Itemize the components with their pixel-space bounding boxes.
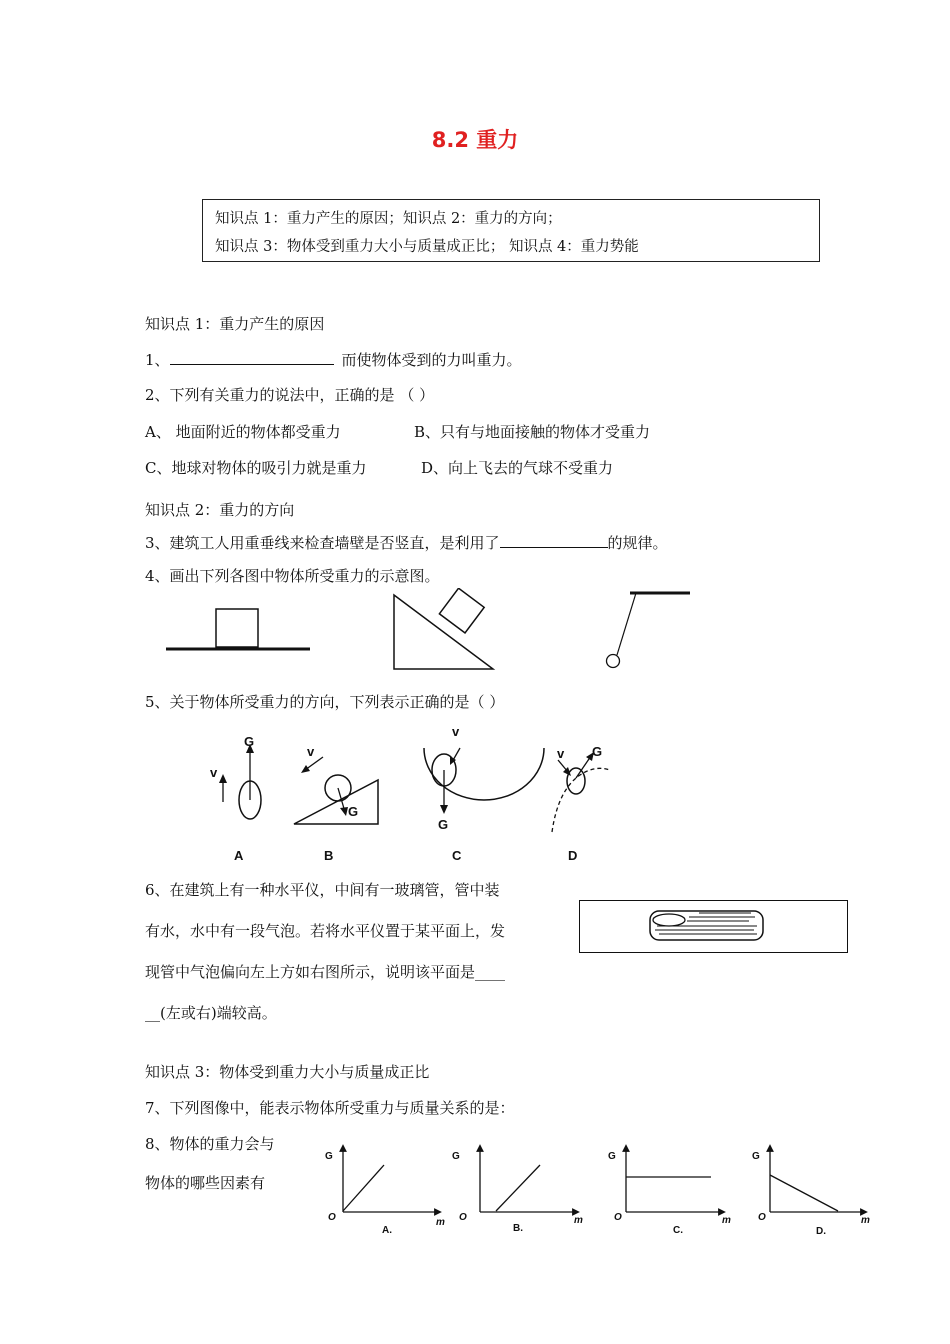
label-v-c: v (452, 724, 460, 739)
question-3-text: 3、建筑工人用重垂线来检查墙壁是否竖直，是利用了 (145, 534, 500, 552)
knowledge-line-2: 知识点 3：物体受到重力大小与质量成正比； 知识点 4：重力势能 (215, 239, 639, 255)
question-7: 7、下列图像中，能表示物体所受重力与质量关系的是： (145, 1099, 515, 1117)
section-1-heading: 知识点 1：重力产生的原因 (145, 315, 325, 333)
graph-a-x-label: m (436, 1217, 445, 1228)
option-a-label: A (234, 848, 244, 863)
knowledge-line-1: 知识点 1：重力产生的原因；知识点 2：重力的方向； (215, 211, 562, 227)
label-v-d: v (557, 746, 565, 761)
question-3-suffix: 的规律。 (607, 534, 668, 552)
graph-c-origin: O (614, 1212, 622, 1223)
graph-b-y-label: G (452, 1151, 460, 1162)
label-g-d: G (592, 744, 603, 759)
pendulum-figure (607, 593, 691, 668)
page-title: 8.2 重力 (431, 128, 519, 152)
graph-b-caption: B. (513, 1223, 523, 1234)
question-8-line-2: 物体的哪些因素有 (145, 1174, 266, 1192)
option-2d: D、向上飞去的气球不受重力 (421, 459, 614, 477)
question-6-line-2: 有水，水中有一段气泡。若将水平仪置于某平面上，发 (145, 922, 506, 940)
answer-blank-3[interactable] (500, 533, 608, 548)
question-6-line-3: 现管中气泡偏向左上方如右图所示，说明该平面是____ (145, 963, 506, 981)
question-5-figures (190, 720, 630, 870)
graph-b-origin: O (459, 1212, 467, 1223)
graph-d-x-label: m (861, 1215, 870, 1226)
graph-a (325, 1148, 445, 1236)
option-b-figure (294, 744, 378, 863)
label-g-a: G (244, 734, 255, 749)
graph-a-y-label: G (325, 1151, 333, 1162)
option-c-figure (424, 724, 544, 863)
label-g-b: G (348, 804, 359, 819)
graph-d-caption: D. (816, 1226, 826, 1237)
question-1 (145, 349, 522, 370)
graph-c-caption: C. (673, 1225, 683, 1236)
option-a-figure (210, 734, 261, 863)
box-on-ground-figure (166, 609, 310, 649)
option-2a: A、 地面附近的物体都受重力 (145, 423, 341, 441)
question-1-text: 而使物体受到的力叫重力。 (341, 351, 522, 369)
question-2: 2、下列有关重力的说法中，正确的是 （ ） (145, 386, 435, 404)
graph-d (752, 1148, 870, 1237)
question-6-line-1: 6、在建筑上有一种水平仪，中间有一玻璃管，管中装 (145, 881, 500, 899)
label-v-b: v (307, 744, 315, 759)
question-5: 5、关于物体所受重力的方向，下列表示正确的是（ ） (145, 693, 505, 711)
spirit-level-figure (579, 900, 849, 954)
graph-c-x-label: m (722, 1215, 731, 1226)
graph-d-origin: O (758, 1212, 766, 1223)
option-d-label: D (568, 848, 578, 863)
graph-a-caption: A. (382, 1225, 392, 1236)
section-3-heading: 知识点 3：物体受到重力大小与质量成正比 (145, 1063, 430, 1081)
option-d-figure (552, 744, 610, 863)
label-v-a: v (210, 765, 218, 780)
graph-d-y-label: G (752, 1151, 760, 1162)
graph-c (608, 1148, 731, 1236)
section-2-heading: 知识点 2：重力的方向 (145, 501, 295, 519)
question-1-number: 1、 (145, 351, 170, 369)
question-4-figures (160, 588, 700, 674)
question-4: 4、画出下列各图中物体所受重力的示意图。 (145, 567, 440, 585)
option-2b: B、只有与地面接触的物体才受重力 (414, 423, 651, 441)
question-8-line-1: 8、物体的重力会与 (145, 1135, 275, 1153)
block-on-incline-figure (394, 588, 493, 669)
graph-b (452, 1148, 583, 1234)
question-3 (145, 532, 668, 553)
graph-a-origin: O (328, 1212, 336, 1223)
option-b-label: B (324, 848, 334, 863)
graph-b-x-label: m (574, 1215, 583, 1226)
graph-c-y-label: G (608, 1151, 616, 1162)
knowledge-points-box (202, 199, 820, 262)
question-7-graphs (318, 1142, 878, 1238)
label-g-c: G (438, 817, 449, 832)
option-c-label: C (452, 848, 462, 863)
option-2c: C、地球对物体的吸引力就是重力 (145, 459, 367, 477)
answer-blank-1[interactable] (170, 350, 334, 365)
question-6-line-4: __(左或右)端较高。 (145, 1004, 277, 1022)
